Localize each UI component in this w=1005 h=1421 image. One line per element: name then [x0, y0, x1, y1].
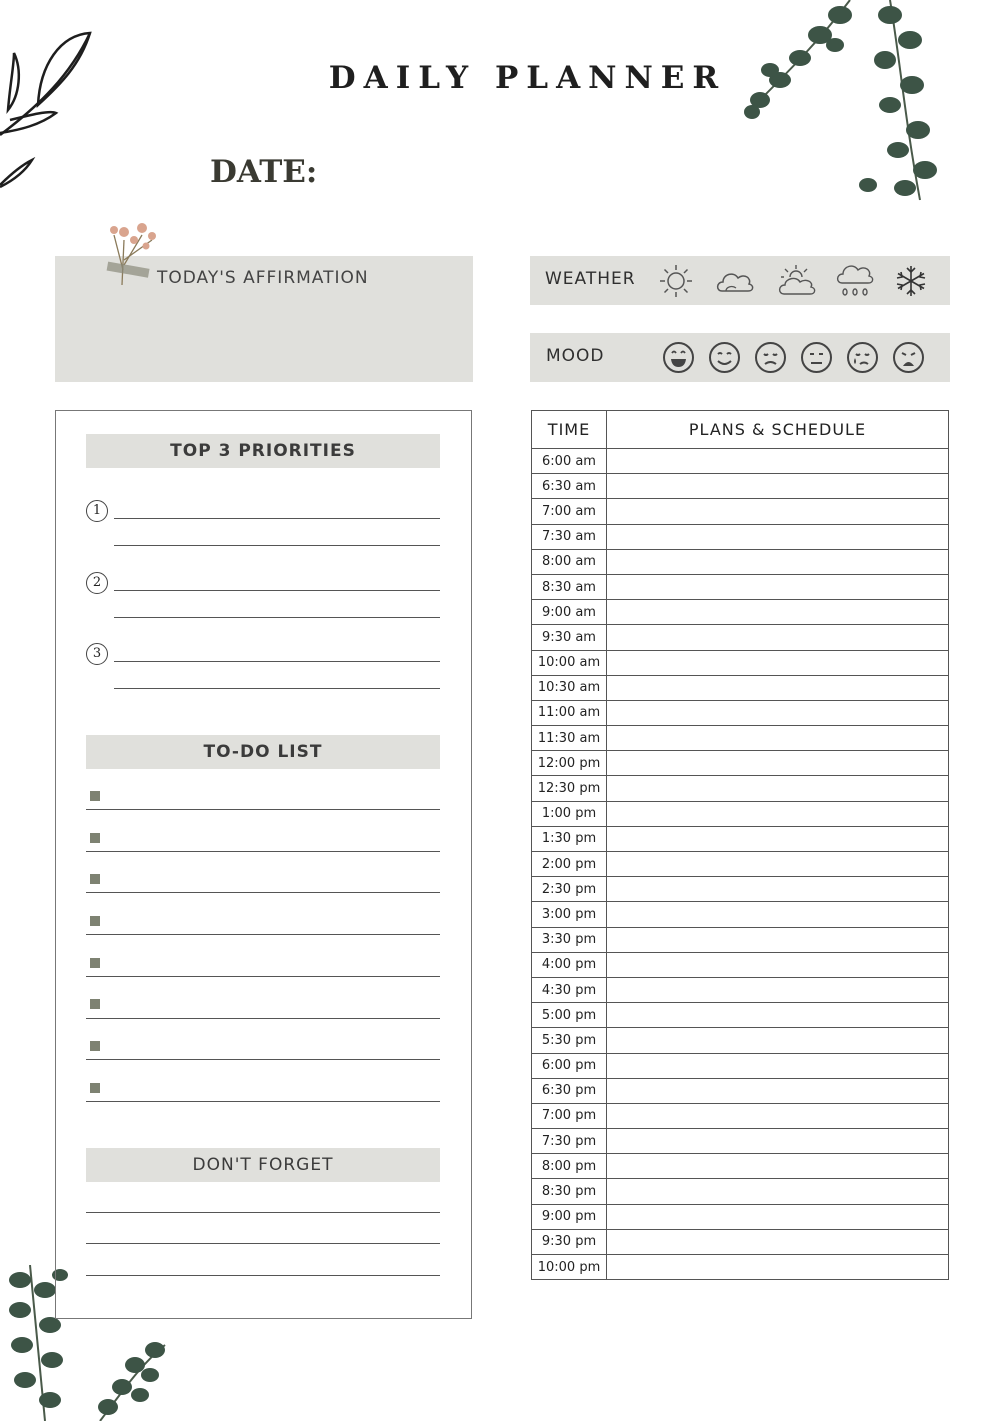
schedule-row: [532, 700, 949, 725]
schedule-body: [532, 449, 949, 1280]
plan-cell[interactable]: [607, 801, 949, 826]
plan-cell[interactable]: [607, 1103, 949, 1128]
mood-label: MOOD: [546, 346, 605, 366]
todo-line[interactable]: [86, 934, 440, 935]
plan-cell[interactable]: [607, 776, 949, 801]
time-slot-label: 9:30 pm: [532, 1229, 607, 1254]
upset-face-icon[interactable]: [892, 341, 925, 374]
priority-line-3a[interactable]: [114, 661, 440, 662]
schedule-row: [532, 826, 949, 851]
laughing-face-icon[interactable]: [662, 341, 695, 374]
plan-cell[interactable]: [607, 927, 949, 952]
plan-cell[interactable]: [607, 600, 949, 625]
plan-cell[interactable]: [607, 751, 949, 776]
schedule-row: [532, 1255, 949, 1280]
todo-line[interactable]: [86, 1018, 440, 1019]
schedule-row: [532, 1154, 949, 1179]
schedule-row: [532, 524, 949, 549]
time-slot-label: 10:00 pm: [532, 1255, 607, 1280]
plan-cell[interactable]: [607, 1255, 949, 1280]
plan-cell[interactable]: [607, 675, 949, 700]
schedule-row: [532, 1229, 949, 1254]
schedule-row: [532, 977, 949, 1002]
priorities-heading: TOP 3 PRIORITIES: [86, 434, 440, 468]
time-column-header: TIME: [532, 411, 607, 449]
todo-checkbox[interactable]: [90, 874, 100, 884]
time-slot-label: 8:30 am: [532, 574, 607, 599]
plan-cell[interactable]: [607, 1003, 949, 1028]
schedule-row: [532, 1078, 949, 1103]
time-slot-label: 5:00 pm: [532, 1003, 607, 1028]
todo-line[interactable]: [86, 1059, 440, 1060]
snowflake-icon[interactable]: [893, 263, 929, 299]
plan-cell[interactable]: [607, 1229, 949, 1254]
plan-cell[interactable]: [607, 1053, 949, 1078]
schedule-row: [532, 675, 949, 700]
todo-line[interactable]: [86, 976, 440, 977]
plan-cell[interactable]: [607, 499, 949, 524]
rain-icon[interactable]: [835, 261, 875, 301]
plan-cell[interactable]: [607, 1154, 949, 1179]
plans-column-header: PLANS & SCHEDULE: [607, 411, 949, 449]
time-slot-label: 8:00 am: [532, 549, 607, 574]
time-slot-label: 10:00 am: [532, 650, 607, 675]
dont-forget-line[interactable]: [86, 1243, 440, 1244]
time-slot-label: 7:00 pm: [532, 1103, 607, 1128]
priority-line-1a[interactable]: [114, 518, 440, 519]
schedule-row: [532, 1103, 949, 1128]
plan-cell[interactable]: [607, 524, 949, 549]
todo-checkbox[interactable]: [90, 916, 100, 926]
plan-cell[interactable]: [607, 902, 949, 927]
time-slot-label: 9:30 am: [532, 625, 607, 650]
todo-checkbox[interactable]: [90, 999, 100, 1009]
priority-number-2: 2: [86, 572, 108, 594]
plan-cell[interactable]: [607, 700, 949, 725]
time-slot-label: 11:30 am: [532, 726, 607, 751]
schedule-row: [532, 1053, 949, 1078]
schedule-row: [532, 499, 949, 524]
plan-cell[interactable]: [607, 1129, 949, 1154]
weather-label: WEATHER: [545, 269, 636, 289]
plan-cell[interactable]: [607, 1204, 949, 1229]
schedule-row: [532, 751, 949, 776]
todo-checkbox[interactable]: [90, 1083, 100, 1093]
time-slot-label: 7:30 am: [532, 524, 607, 549]
plan-cell[interactable]: [607, 977, 949, 1002]
partly-cloudy-icon[interactable]: [775, 263, 817, 299]
schedule-row: [532, 927, 949, 952]
plan-cell[interactable]: [607, 877, 949, 902]
todo-checkbox[interactable]: [90, 1041, 100, 1051]
time-slot-label: 11:00 am: [532, 700, 607, 725]
todo-line[interactable]: [86, 1101, 440, 1102]
schedule-row: [532, 474, 949, 499]
todo-checkbox[interactable]: [90, 833, 100, 843]
schedule-row: [532, 801, 949, 826]
priority-line-1b[interactable]: [114, 545, 440, 546]
eucalyptus-branch-decoration: [740, 0, 960, 210]
schedule-table: [531, 410, 949, 1280]
time-slot-label: 6:00 am: [532, 449, 607, 474]
smiling-face-icon[interactable]: [708, 341, 741, 374]
plan-cell[interactable]: [607, 826, 949, 851]
plan-cell[interactable]: [607, 574, 949, 599]
plan-cell[interactable]: [607, 952, 949, 977]
neutral-face-icon[interactable]: [800, 341, 833, 374]
schedule-row: [532, 902, 949, 927]
time-slot-label: 6:00 pm: [532, 1053, 607, 1078]
affirmation-label: TODAY'S AFFIRMATION: [157, 268, 369, 288]
mood-bar: [530, 333, 950, 382]
schedule-row: [532, 1028, 949, 1053]
time-slot-label: 6:30 am: [532, 474, 607, 499]
plan-cell[interactable]: [607, 625, 949, 650]
time-slot-label: 9:00 pm: [532, 1204, 607, 1229]
schedule-row: [532, 574, 949, 599]
priority-line-3b[interactable]: [114, 688, 440, 689]
time-slot-label: 12:30 pm: [532, 776, 607, 801]
time-slot-label: 7:00 am: [532, 499, 607, 524]
schedule-row: [532, 1129, 949, 1154]
time-slot-label: 3:30 pm: [532, 927, 607, 952]
schedule-row: [532, 650, 949, 675]
schedule-row: [532, 449, 949, 474]
dont-forget-heading: DON'T FORGET: [86, 1148, 440, 1182]
sad-face-icon[interactable]: [754, 341, 787, 374]
crying-face-icon[interactable]: [846, 341, 879, 374]
todo-heading: TO-DO LIST: [86, 735, 440, 769]
plan-cell[interactable]: [607, 1179, 949, 1204]
time-slot-label: 8:00 pm: [532, 1154, 607, 1179]
schedule-row: [532, 852, 949, 877]
plan-cell[interactable]: [607, 726, 949, 751]
schedule-row: [532, 625, 949, 650]
todo-line[interactable]: [86, 892, 440, 893]
schedule-row: [532, 1204, 949, 1229]
todo-line[interactable]: [86, 851, 440, 852]
time-slot-label: 4:00 pm: [532, 952, 607, 977]
time-slot-label: 3:00 pm: [532, 902, 607, 927]
cloud-icon[interactable]: [714, 265, 756, 297]
schedule-row: [532, 952, 949, 977]
time-slot-label: 2:00 pm: [532, 852, 607, 877]
plan-cell[interactable]: [607, 650, 949, 675]
schedule-row: [532, 1003, 949, 1028]
priority-number-3: 3: [86, 643, 108, 665]
todo-line[interactable]: [86, 809, 440, 810]
todo-checkbox[interactable]: [90, 791, 100, 801]
plan-cell[interactable]: [607, 474, 949, 499]
weather-bar: [530, 256, 950, 305]
schedule-row: [532, 877, 949, 902]
dont-forget-line[interactable]: [86, 1275, 440, 1276]
plan-cell[interactable]: [607, 1078, 949, 1103]
left-column-box: [55, 410, 472, 1319]
sun-icon[interactable]: [658, 263, 694, 299]
priority-number-1: 1: [86, 500, 108, 522]
plan-cell[interactable]: [607, 449, 949, 474]
time-slot-label: 9:00 am: [532, 600, 607, 625]
dont-forget-line[interactable]: [86, 1212, 440, 1213]
line-art-leaves-decoration: [0, 25, 100, 195]
page-title: DAILY PLANNER: [328, 60, 727, 96]
time-slot-label: 12:00 pm: [532, 751, 607, 776]
schedule-row: [532, 776, 949, 801]
todo-checkbox[interactable]: [90, 958, 100, 968]
time-slot-label: 2:30 pm: [532, 877, 607, 902]
time-slot-label: 8:30 pm: [532, 1179, 607, 1204]
time-slot-label: 6:30 pm: [532, 1078, 607, 1103]
time-slot-label: 1:00 pm: [532, 801, 607, 826]
time-slot-label: 7:30 pm: [532, 1129, 607, 1154]
plan-cell[interactable]: [607, 549, 949, 574]
plan-cell[interactable]: [607, 1028, 949, 1053]
schedule-row: [532, 549, 949, 574]
dried-flower-icon: [102, 210, 162, 290]
time-slot-label: 4:30 pm: [532, 977, 607, 1002]
schedule-row: [532, 726, 949, 751]
plan-cell[interactable]: [607, 852, 949, 877]
priority-line-2b[interactable]: [114, 617, 440, 618]
priority-line-2a[interactable]: [114, 590, 440, 591]
time-slot-label: 1:30 pm: [532, 826, 607, 851]
time-slot-label: 5:30 pm: [532, 1028, 607, 1053]
time-slot-label: 10:30 am: [532, 675, 607, 700]
date-label: DATE:: [210, 154, 318, 190]
schedule-row: [532, 600, 949, 625]
schedule-row: [532, 1179, 949, 1204]
